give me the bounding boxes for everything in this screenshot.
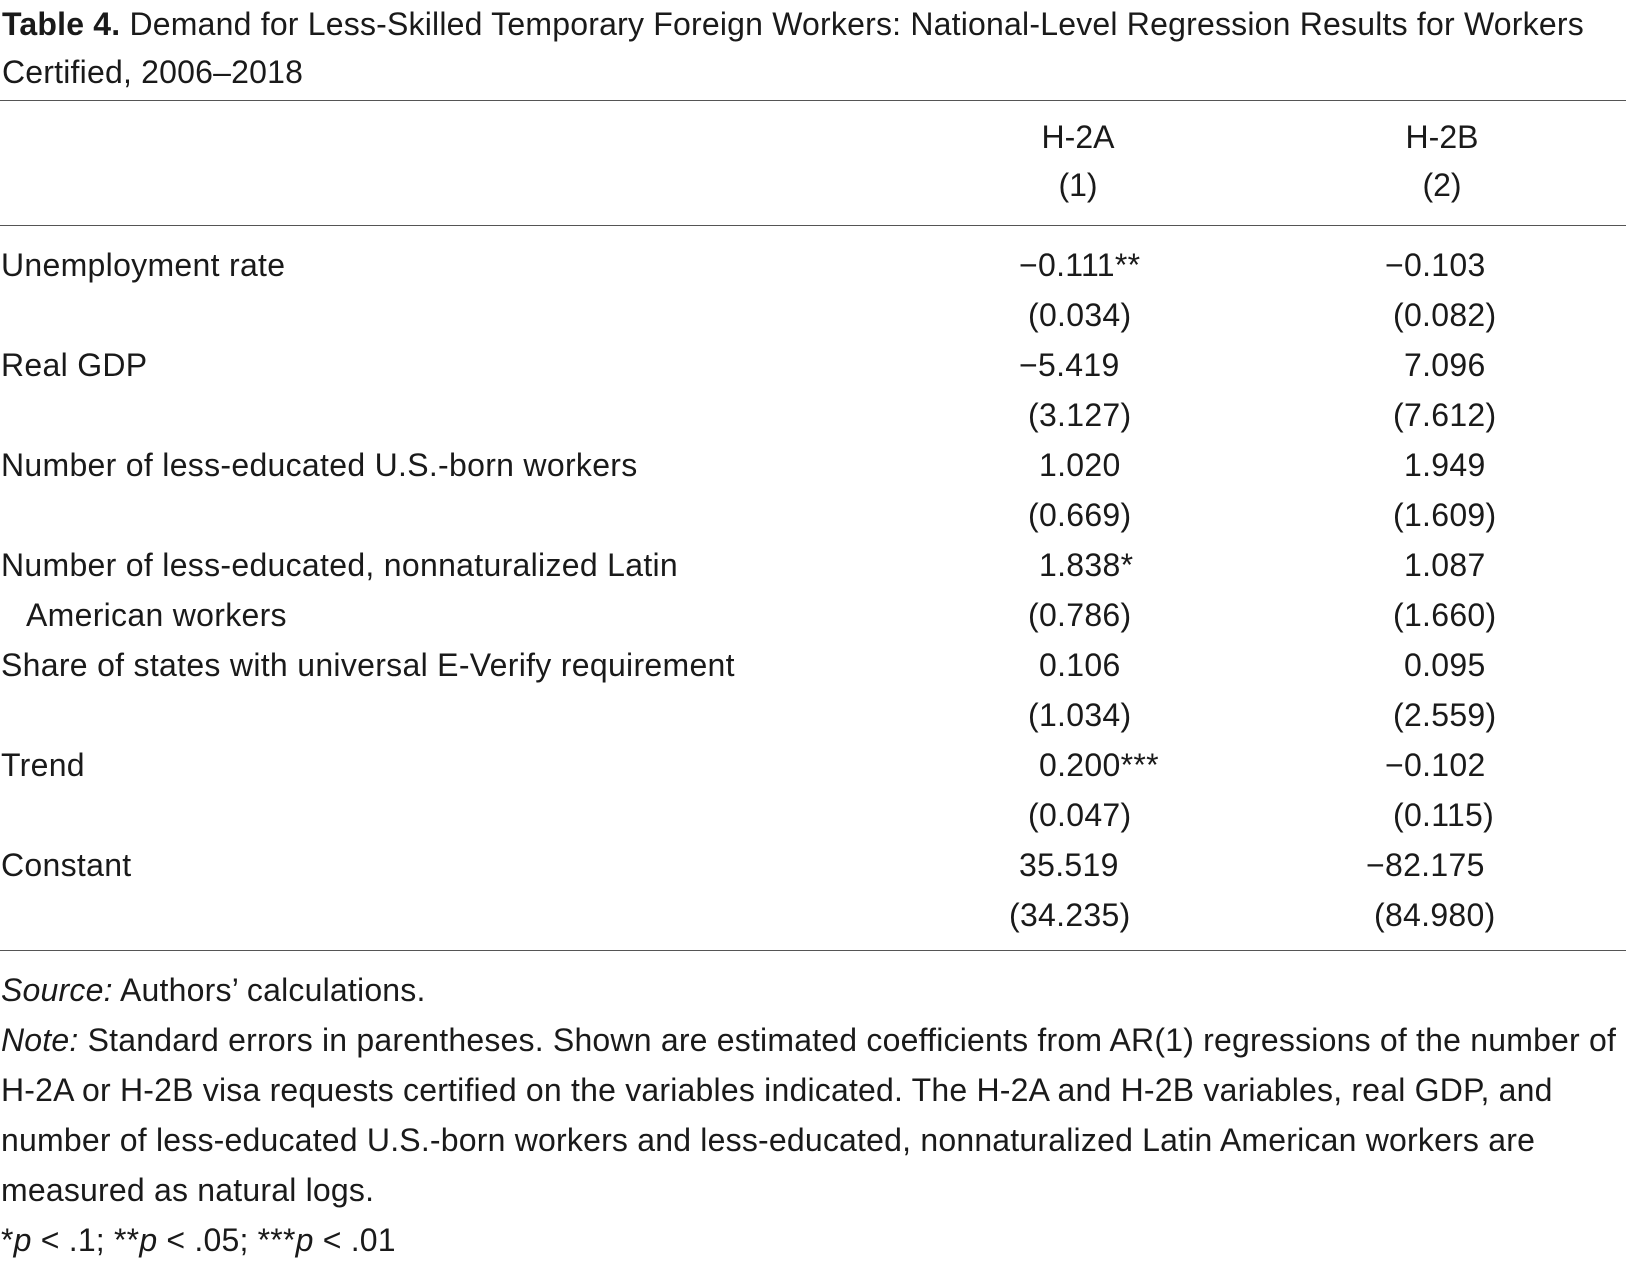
cell-h2a-se-unemployment: (0.034) [1028, 297, 1132, 333]
cell-h2b-se-trend: (0.115) [1393, 797, 1495, 833]
cell-h2a-coef-latin-american [1039, 540, 1133, 590]
coef-value: 7.096 [1404, 347, 1486, 383]
sig-p-1: p [13, 1222, 32, 1258]
cell-h2b-se-e-verify: (2.559) [1393, 697, 1497, 733]
sig-mark-1: * [1, 1222, 14, 1258]
cell-h2a-se-trend: (0.047) [1028, 797, 1132, 833]
coef-value: 0.200 [1039, 747, 1121, 783]
cell-h2b-coef-real-gdp [1404, 340, 1486, 390]
cell-h2b-coef-trend [1385, 740, 1486, 790]
table-caption [2, 0, 1612, 96]
column-header-h2a [978, 113, 1178, 209]
cell-h2a-coef-real-gdp [1019, 340, 1120, 390]
sig-rest-3: < .01 [313, 1222, 396, 1258]
cell-h2a-coef-unemployment [1019, 240, 1140, 290]
significance-stars: ** [1114, 247, 1141, 283]
coef-value: 1.087 [1404, 547, 1486, 583]
cell-h2a-se-e-verify: (1.034) [1028, 697, 1132, 733]
table-top-rule [0, 100, 1626, 101]
cell-h2b-se-us-born: (1.609) [1393, 497, 1497, 533]
cell-h2a-coef-e-verify [1039, 640, 1121, 690]
table-notes [1, 965, 1621, 1265]
row-label-unemployment-rate: Unemployment rate [1, 247, 286, 283]
coef-value: −0.111 [1019, 247, 1115, 283]
sig-p-2: p [139, 1222, 158, 1258]
coef-value: −0.103 [1385, 247, 1486, 283]
cell-h2a-se-constant: (34.235) [1009, 897, 1131, 933]
cell-h2a-se-real-gdp: (3.127) [1028, 397, 1132, 433]
column-header-h2b-number: (2) [1422, 167, 1462, 203]
cell-h2a-se-us-born: (0.669) [1028, 497, 1132, 533]
table-bottom-rule [0, 950, 1626, 951]
cell-h2a-coef-trend [1039, 740, 1159, 790]
row-label-us-born-workers: Number of less-educated U.S.-born workers [1, 447, 638, 483]
coef-value: 1.838 [1039, 547, 1121, 583]
row-label-constant: Constant [1, 847, 132, 883]
row-label-trend: Trend [1, 747, 85, 783]
cell-h2b-se-constant: (84.980) [1374, 897, 1496, 933]
table-header-rule [0, 225, 1626, 226]
coef-value: 1.949 [1404, 447, 1486, 483]
general-note [1, 1015, 1621, 1215]
sig-mark-2: ** [114, 1222, 140, 1258]
source-text: Authors’ calculations. [112, 972, 426, 1008]
column-header-h2b [1342, 113, 1542, 209]
row-label-e-verify-share: Share of states with universal E-Verify requirement [1, 647, 735, 683]
note-label: Note: [1, 1022, 79, 1058]
cell-h2b-coef-unemployment [1385, 240, 1486, 290]
coef-value: 1.020 [1039, 447, 1121, 483]
table-caption-text: Demand for Less-Skilled Temporary Foreign Workers: National-Level Regression Results for Workers Certified, 2006–2018 [2, 6, 1584, 90]
row-label-latin-american-workers-cont: American workers [26, 597, 287, 633]
cell-h2b-coef-constant [1366, 840, 1485, 890]
table-caption-label: Table 4. [2, 6, 121, 42]
cell-h2b-se-unemployment: (0.082) [1393, 297, 1497, 333]
significance-stars: *** [1120, 747, 1159, 783]
sig-rest-1: < .1; [31, 1222, 114, 1258]
coef-value: 0.106 [1039, 647, 1121, 683]
row-label-real-gdp: Real GDP [1, 347, 148, 383]
cell-h2b-coef-e-verify [1404, 640, 1486, 690]
column-header-h2b-name: H-2B [1405, 119, 1479, 155]
cell-h2a-se-latin-american: (0.786) [1028, 597, 1132, 633]
coef-value: 0.095 [1404, 647, 1486, 683]
significance-note [1, 1215, 1621, 1265]
cell-h2a-coef-us-born [1039, 440, 1121, 490]
row-label-latin-american-workers: Number of less-educated, nonnaturalized Latin [1, 547, 679, 583]
column-header-h2a-name: H-2A [1041, 119, 1115, 155]
cell-h2b-se-latin-american: (1.660) [1393, 597, 1497, 633]
source-label: Source: [1, 972, 113, 1008]
cell-h2b-coef-us-born [1404, 440, 1486, 490]
sig-rest-2: < .05; [157, 1222, 258, 1258]
coef-value: −82.175 [1366, 847, 1485, 883]
coef-value: −5.419 [1019, 347, 1120, 383]
sig-mark-3: *** [257, 1222, 296, 1258]
significance-stars: * [1120, 547, 1134, 583]
sig-p-3: p [295, 1222, 314, 1258]
cell-h2b-se-real-gdp: (7.612) [1393, 397, 1497, 433]
cell-h2a-coef-constant [1019, 840, 1119, 890]
coef-value: −0.102 [1385, 747, 1486, 783]
source-note [1, 965, 1621, 1015]
column-header-h2a-number: (1) [1058, 167, 1098, 203]
coef-value: 35.519 [1019, 847, 1119, 883]
note-text: Standard errors in parentheses. Shown are estimated coefficients from AR(1) regressions of the number of H-2A or H-2B visa requests certified on the variables indicated. The H-2A and H-2B variables, real GDP, and number of less-educated U.S.-born workers and less-educated, nonnaturalized Latin American workers are measured as natural logs. [1, 1022, 1617, 1208]
cell-h2b-coef-latin-american [1404, 540, 1486, 590]
